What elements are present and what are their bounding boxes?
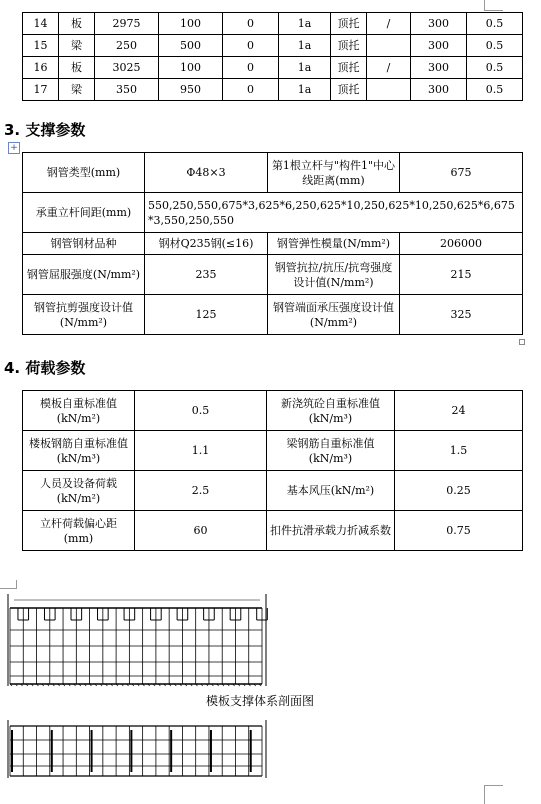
table-cell: 0	[223, 79, 279, 101]
beam-rebar-value: 1.5	[395, 431, 523, 471]
table-cell: 100	[159, 13, 223, 35]
eccentric-value: 60	[135, 511, 267, 551]
table-row	[23, 79, 523, 101]
table-cell: 顶托	[331, 79, 367, 101]
table-cell: /	[367, 13, 411, 35]
people-value: 2.5	[135, 471, 267, 511]
table-cell: 500	[159, 35, 223, 57]
table-cell: 0	[223, 35, 279, 57]
tensile-value: 215	[400, 255, 523, 295]
table-cell: 100	[159, 57, 223, 79]
first-pole-value: 675	[400, 153, 523, 193]
elastic-value: 206000	[400, 233, 523, 255]
table-cell: 300	[411, 79, 467, 101]
bearing-value: 325	[400, 295, 523, 335]
table-cell: 250	[95, 35, 159, 57]
pole-spacing-label: 承重立杆间距(mm)	[23, 193, 145, 233]
table-cell: 顶托	[331, 35, 367, 57]
table-cell: 板	[59, 13, 95, 35]
table-row	[23, 35, 523, 57]
table-cell: 17	[23, 79, 59, 101]
support-elevation-drawing	[4, 718, 270, 780]
table-move-handle-icon[interactable]: +	[8, 142, 20, 154]
table-cell: 1a	[279, 57, 331, 79]
table-cell: 300	[411, 57, 467, 79]
support-section-drawing	[4, 580, 270, 688]
table-cell: 0.5	[467, 13, 523, 35]
material-label: 钢管钢材品种	[23, 233, 145, 255]
first-pole-label: 第1根立杆与"构件1"中心线距离(mm)	[268, 153, 400, 193]
table-cell	[367, 35, 411, 57]
wind-value: 0.25	[395, 471, 523, 511]
table-cell: 顶托	[331, 13, 367, 35]
member-table	[22, 12, 523, 101]
table-row	[23, 13, 523, 35]
concrete-label: 新浇筑砼自重标准值(kN/m³)	[267, 391, 395, 431]
elastic-label: 钢管弹性模量(N/mm²)	[268, 233, 400, 255]
table-cell: 顶托	[331, 57, 367, 79]
steel-type-value: Φ48×3	[145, 153, 268, 193]
fastener-label: 扣件抗滑承载力折减系数	[267, 511, 395, 551]
table-cell: 300	[411, 13, 467, 35]
formwork-label: 模板自重标准值(kN/m²)	[23, 391, 135, 431]
table-cell: 梁	[59, 79, 95, 101]
table-cell: 0.5	[467, 57, 523, 79]
table-resize-handle[interactable]	[519, 339, 525, 345]
table-cell: 14	[23, 13, 59, 35]
table-cell: 1a	[279, 35, 331, 57]
load-table	[22, 390, 523, 551]
shear-label: 钢管抗剪强度设计值(N/mm²)	[23, 295, 145, 335]
table-cell: 梁	[59, 35, 95, 57]
support-table	[22, 152, 523, 335]
table-cell: 2975	[95, 13, 159, 35]
section-title-load: 4. 荷载参数	[4, 359, 86, 377]
material-value: 钢材Q235钢(≤16)	[145, 233, 268, 255]
table-cell: 3025	[95, 57, 159, 79]
yield-label: 钢管屈服强度(N/mm²)	[23, 255, 145, 295]
shear-value: 125	[145, 295, 268, 335]
eccentric-label: 立杆荷载偏心距(mm)	[23, 511, 135, 551]
table-cell: 0.5	[467, 35, 523, 57]
concrete-value: 24	[395, 391, 523, 431]
table-cell: 0	[223, 57, 279, 79]
table-cell: 0	[223, 13, 279, 35]
table-cell: 300	[411, 35, 467, 57]
slab-rebar-label: 楼板钢筋自重标准值(kN/m³)	[23, 431, 135, 471]
slab-rebar-value: 1.1	[135, 431, 267, 471]
section-title-support: 3. 支撑参数	[4, 121, 86, 139]
bearing-label: 钢管端面承压强度设计值(N/mm²)	[268, 295, 400, 335]
table-cell: 350	[95, 79, 159, 101]
formwork-value: 0.5	[135, 391, 267, 431]
yield-value: 235	[145, 255, 268, 295]
table-cell: 15	[23, 35, 59, 57]
table-cell: 1a	[279, 79, 331, 101]
table-cell: 16	[23, 57, 59, 79]
table-cell	[367, 79, 411, 101]
table-cell: 1a	[279, 13, 331, 35]
beam-rebar-label: 梁钢筋自重标准值(kN/m³)	[267, 431, 395, 471]
people-label: 人员及设备荷载(kN/m²)	[23, 471, 135, 511]
page-corner-mark	[0, 580, 17, 589]
fastener-value: 0.75	[395, 511, 523, 551]
table-cell: 0.5	[467, 79, 523, 101]
page-corner-mark	[484, 0, 503, 11]
table-cell: 950	[159, 79, 223, 101]
table-cell: /	[367, 57, 411, 79]
table-row	[23, 57, 523, 79]
tensile-label: 钢管抗拉/抗压/抗弯强度设计值(N/mm²)	[268, 255, 400, 295]
wind-label: 基本风压(kN/m²)	[267, 471, 395, 511]
figure-caption: 模板支撑体系剖面图	[205, 694, 314, 708]
steel-type-label: 钢管类型(mm)	[23, 153, 145, 193]
table-cell: 板	[59, 57, 95, 79]
page-corner-mark	[484, 785, 503, 804]
pole-spacing-value: 550,250,550,675*3,625*6,250,625*10,250,625*10,250,625*6,675*3,550,250,550	[145, 193, 523, 233]
